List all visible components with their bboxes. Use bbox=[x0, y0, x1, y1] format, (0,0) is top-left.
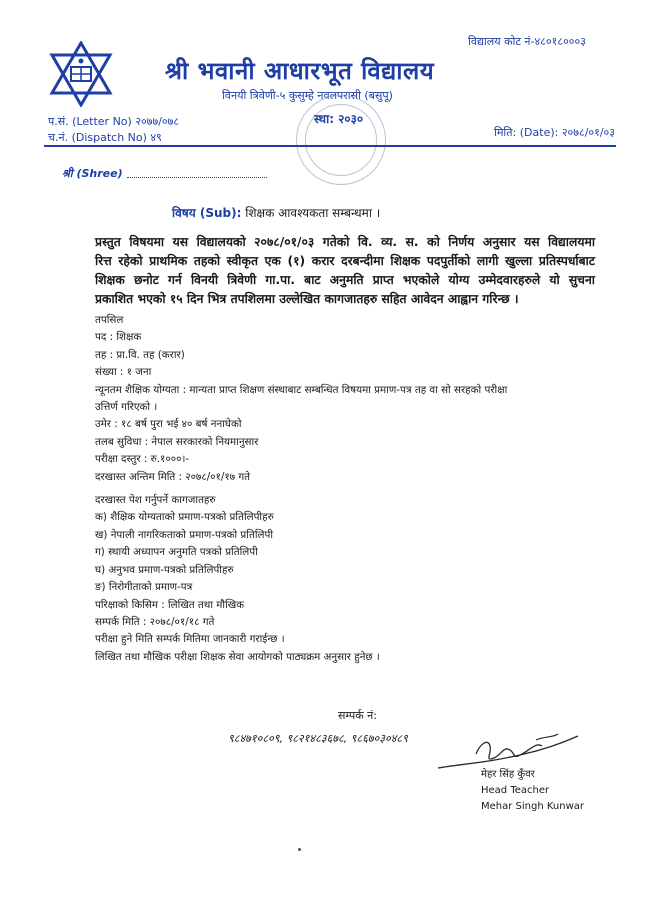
detail-age: उमेर : १८ बर्ष पुरा भई ४० बर्ष ननाघेको bbox=[95, 418, 242, 431]
nepal-government-emblem-icon bbox=[46, 41, 116, 107]
detail-syllabus-note: लिखित तथा मौखिक परीक्षा शिक्षक सेवा आयोगको पाठ्यक्रम अनुसार हुनेछ । bbox=[95, 650, 380, 663]
document-item: ख) नेपाली नागरिकताको प्रमाण-पत्रको प्रतिलिपी bbox=[95, 528, 273, 541]
detail-post: पद : शिक्षक bbox=[95, 331, 142, 344]
body-line: प्रकाशित भएको १५ दिन भित्र तपशिलमा उल्लेखित कागजातहरु सहित आवेदन आह्वान गरिन्छ । bbox=[95, 292, 519, 306]
scan-speck bbox=[298, 848, 301, 851]
body-line: रित्त रहेको प्राथमिक तहको स्वीकृत एक (१) करार दरबन्दीमा शिक्षक पदपुर्तीको लागी खुल्ला प्रतिस्पर्धाबाट bbox=[95, 254, 595, 268]
document-item: घ) अनुभव प्रमाण-पत्रको प्रतिलिपीहरु bbox=[95, 563, 234, 576]
documents-heading: दरखास्त पेश गर्नुपर्ने कागजातहरु bbox=[95, 494, 216, 507]
signer-name: मेहर सिंह कुँवर bbox=[481, 769, 535, 780]
subject-text: शिक्षक आवश्यकता सम्बन्धमा । bbox=[245, 206, 381, 220]
detail-count: संख्या : १ जना bbox=[95, 366, 152, 379]
signer-name-en: Mehar Singh Kunwar bbox=[481, 801, 585, 812]
recipient-label: श्री (Shree) bbox=[62, 167, 123, 180]
subject-label: विषय (Sub): bbox=[172, 206, 242, 220]
details-list bbox=[95, 312, 605, 666]
letter-date: मिति: (Date): २०७८/०१/०३ bbox=[494, 126, 615, 139]
body-line: प्रस्तुत विषयमा यस विद्यालयको २०७८/०१/०३ गतेको वि. व्य. स. को निर्णय अनुसार यस विद्यालयमा bbox=[95, 235, 595, 249]
school-code: विद्यालय कोट नं-४८०१८०००३ bbox=[468, 35, 586, 48]
detail-deadline: दरखास्त अन्तिम मिति : २०७८/०१/१७ गते bbox=[95, 470, 251, 483]
subject-line bbox=[172, 204, 380, 221]
recipient-blank-line bbox=[127, 177, 267, 178]
detail-qualification: न्यूनतम शैक्षिक योग्यता : मान्यता प्राप्त शिक्षण संस्थाबाट सम्बन्धित विषयमा प्रमाण-पत्र तह वा सो सरहको परीक्षा bbox=[95, 383, 508, 396]
dispatch-number: च.नं. (Dispatch No) ४९ bbox=[48, 131, 162, 144]
signer-title: Head Teacher bbox=[481, 785, 550, 796]
contact-label: सम्पर्क नं: bbox=[338, 709, 377, 722]
school-seal bbox=[296, 95, 386, 185]
header-divider bbox=[44, 145, 616, 147]
contact-numbers: ९८४७१०८०९, ९८२१४८३६७८, ९८६७०३०४८९ bbox=[228, 732, 408, 745]
document-item: ग) स्थायी अध्यापन अनुमति पत्रको प्रतिलिपी bbox=[95, 546, 258, 559]
document-item: क) शैक्षिक योग्यताको प्रमाण-पत्रको प्रतिलिपीहरु bbox=[95, 511, 274, 524]
school-name: श्री भवानी आधारभूत विद्यालय bbox=[165, 57, 435, 85]
detail-exam-type: परिक्षाको किसिम : लिखित तथा मौखिक bbox=[95, 598, 245, 611]
school-address: विनयी त्रिवेणी-५ कुसुम्हे नवलपरासी (बसुपू) bbox=[222, 89, 393, 102]
detail-qualification-cont: उत्तिर्ण गरिएको । bbox=[95, 401, 158, 414]
detail-contact-date: सम्पर्क मिति : २०७८/०१/१८ गते bbox=[95, 615, 215, 628]
detail-level: तह : प्रा.वि. तह (करार) bbox=[95, 348, 185, 361]
body-line: शिक्षक छनोट गर्न विनयी त्रिवेणी गा.पा. बाट अनुमति प्राप्त भएकोले योग्य उम्मेदवारहरुले यो सुचना bbox=[95, 273, 595, 287]
letter-number: प.सं. (Letter No) २०७७/०७८ bbox=[48, 115, 180, 128]
detail-exam-date-note: परीक्षा हुने मिति सम्पर्क मितिमा जानकारी गराईन्छ । bbox=[95, 633, 285, 646]
document-item: ङ) निरोगीताको प्रमाण-पत्र bbox=[95, 581, 193, 594]
details-heading: तपसिल bbox=[95, 314, 124, 326]
detail-salary: तलब सुविधा : नेपाल सरकारको नियमानुसार bbox=[95, 435, 259, 448]
established-year: स्था: २०३० bbox=[314, 112, 364, 126]
detail-exam-fee: परीक्षा दस्तुर : रु.१०००।- bbox=[95, 453, 190, 466]
body-paragraph bbox=[95, 233, 595, 309]
signer-block bbox=[481, 767, 591, 815]
